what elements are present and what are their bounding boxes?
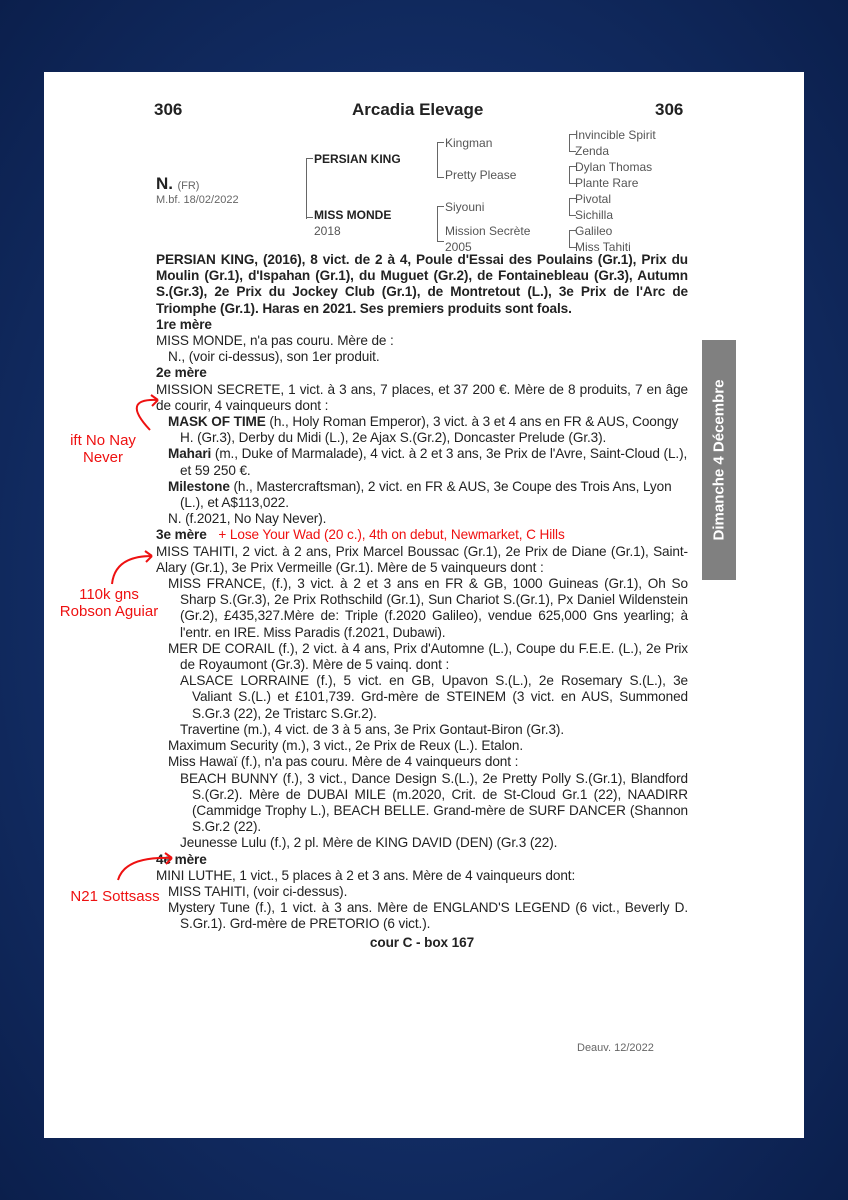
grandsire: Kingman	[445, 136, 493, 150]
produce-entry: MISS TAHITI, (voir ci-dessus).	[168, 883, 348, 899]
horse-country: (FR)	[177, 180, 200, 192]
second-dam-heading: 2e mère	[156, 365, 207, 381]
first-dam-line: MISS MONDE, n'a pas couru. Mère de :	[156, 333, 394, 349]
third-dam-line: MISS TAHITI, 2 vict. à 2 ans, Prix Marcel Boussac (Gr.1), 2e Prix de Diane (Gr.1), Saint-Alary (Gr.1), 3e Prix Vermeille (Gr.1). Mère de 5 vainqueurs dont :	[156, 543, 688, 575]
produce-entry: ALSACE LORRAINE (f.), 5 vict. en GB, Upavon S.(L.), 2e Rosemary S.(L.), 3e Valiant S.(L.) et £101,739. Grd-mère de STEINEM (3 vict. en AUS, Summoned S.Gr.3 (22), 2e Tristarc S.Gr.2).	[180, 673, 688, 721]
sale-day-tab	[702, 340, 736, 580]
consignor-title: Arcadia Elevage	[352, 100, 484, 119]
page-number-right: 306	[655, 100, 684, 119]
second-dam-year: 2005	[445, 240, 472, 254]
annotation-text: Robson Aguiar	[59, 603, 159, 620]
footer-code: Deauv. 12/2022	[577, 1042, 654, 1054]
dam-name: MISS MONDE	[314, 208, 392, 222]
ancestor: Pivotal	[575, 192, 612, 206]
ancestor: Plante Rare	[575, 176, 639, 190]
produce-name: MASK OF TIME	[168, 414, 266, 430]
pedigree-bracket	[306, 192, 313, 218]
annotation-text: Never	[82, 449, 123, 466]
sire-summary: PERSIAN KING, (2016), 8 vict. de 2 à 4, Poule d'Essai des Poulains (Gr.1), Prix du Moulin (Gr.1), d'Ispahan (Gr.1), du Muguet (Gr.2), de Fontainebleau (Gr.3), Autumn S.(Gr.3), 2e Prix du Jockey Club (Gr.1), de Montretout (L.), 3e Prix de l'Arc de Triomphe (Gr.1). Haras en 2021. Ses premiers produits sont foals.	[156, 252, 688, 316]
produce-entry	[156, 479, 688, 511]
produce-entry: MER DE CORAIL (f.), 2 vict. à 4 ans, Prix d'Automne (L.), Coupe du F.E.E. (L.), 2e Prix de Royaumont (Gr.3). Mère de 5 vainq. dont :	[168, 640, 688, 673]
produce-entry: MISS FRANCE, (f.), 3 vict. à 2 et 3 ans en FR & GB, 1000 Guineas (Gr.1), Oh So Sharp S.(Gr.3), 2e Prix Rothschild (Gr.1), Sun Chariot S.(Gr.1), Px Daniel Wildenstein (Gr.2), £435,327.Mère de: Triple (f.2020 Galileo), vendue 625,000 Gns yearling; à l'entr. en IRE. Miss Paradis (f.2021, Dubawi).	[168, 576, 688, 640]
first-dam-produce: N., (voir ci-dessus), son 1er produit.	[168, 349, 380, 365]
dam-year: 2018	[314, 224, 341, 238]
produce-entry: Jeunesse Lulu (f.), 2 pl. Mère de KING DAVID (DEN) (Gr.3 (22).	[180, 835, 558, 851]
produce-entry	[156, 446, 688, 478]
fourth-dam-heading: 4e mère	[156, 851, 207, 867]
produce-details: (m., Duke of Marmalade), 4 vict. à 2 et 3 ans, 3e Prix de l'Avre, Saint-Cloud (L.), et 59 250 €.	[180, 446, 688, 478]
horse-name: N.	[156, 174, 173, 193]
produce-entry: Mystery Tune (f.), 1 vict. à 3 ans. Mère de ENGLAND'S LEGEND (6 vict., Beverly D. S.Gr.1). Grd-mère de PRETORIO (6 vict.).	[168, 900, 688, 932]
produce-name: Mahari	[168, 446, 212, 462]
produce-entry: Miss Hawaï (f.), n'a pas couru. Mère de 4 vainqueurs dont :	[168, 754, 519, 770]
pedigree-bracket	[437, 142, 444, 178]
annotation-note	[60, 432, 146, 466]
ancestor: Miss Tahiti	[575, 240, 631, 254]
produce-details: (h., Holy Roman Emperor), 3 vict. à 3 et 4 ans en FR & AUS, Coongy H. (Gr.3), Derby du Midi (L.), 2e Ajax S.(Gr.2), Doncaster Prelude (Gr.3).	[180, 414, 679, 446]
horse-details: M.bf. 18/02/2022	[156, 194, 239, 206]
handwritten-note: + Lose Your Wad (20 c.), 4th on debut, Newmarket, C Hills	[218, 527, 565, 543]
second-dam: Mission Secrète	[445, 224, 531, 238]
page-number-left: 306	[154, 100, 183, 119]
produce-name: Milestone	[168, 478, 230, 494]
annotation-text: 110k gns	[79, 586, 139, 603]
pedigree-bracket	[437, 206, 444, 242]
third-dam-heading-row	[156, 527, 688, 543]
ancestor: Zenda	[575, 144, 610, 158]
third-dam-heading: 3e mère	[156, 527, 207, 543]
horse-identity	[156, 174, 199, 194]
annotation-text: ift No Nay	[70, 432, 136, 449]
annotation-note	[48, 586, 170, 620]
ancestor: Invincible Spirit	[575, 128, 656, 142]
granddam: Pretty Please	[445, 168, 517, 182]
produce-entry	[156, 414, 688, 446]
ancestor: Galileo	[575, 224, 613, 238]
ancestor: Dylan Thomas	[575, 160, 653, 174]
ancestor: Sichilla	[575, 208, 614, 222]
lot-location: cour C - box 167	[369, 934, 475, 950]
sale-day-label: Dimanche 4 Décembre	[710, 379, 728, 541]
fourth-dam-line: MINI LUTHE, 1 vict., 5 places à 2 et 3 ans. Mère de 4 vainqueurs dont:	[156, 867, 576, 883]
produce-details: (h., Mastercraftsman), 2 vict. en FR & AUS, 3e Coupe des Trois Ans, Lyon (L.), et A$113,022.	[180, 478, 672, 511]
produce-entry: Maximum Security (m.), 3 vict., 2e Prix de Reux (L.). Etalon.	[168, 738, 523, 754]
produce-entry: N. (f.2021, No Nay Never).	[168, 511, 327, 527]
produce-entry: BEACH BUNNY (f.), 3 vict., Dance Design S.(L.), 2e Pretty Polly S.(Gr.1), Blandford S.(Gr.2). Mère de DUBAI MILE (m.2020, Crit. de St-Cloud Gr.1 (22), NAADIRR (Cammidge Trophy L.), BEACH BELLE. Grand-mère de SURF DANCER (Shannon S.Gr.2 (22).	[180, 770, 688, 835]
annotation-note: N21 Sottsass	[70, 888, 160, 905]
sire-name: PERSIAN KING	[314, 152, 401, 166]
second-dam-line: MISSION SECRETE, 1 vict. à 3 ans, 7 places, et 37 200 €. Mère de 8 produits, 7 en âge de courir, 4 vainqueurs dont :	[156, 381, 688, 413]
produce-entry: Travertine (m.), 4 vict. de 3 à 5 ans, 3e Prix Gontaut-Biron (Gr.3).	[180, 721, 565, 737]
first-dam-heading: 1re mère	[156, 316, 212, 332]
dam-sire: Siyouni	[445, 200, 485, 214]
catalogue-body	[156, 252, 688, 951]
